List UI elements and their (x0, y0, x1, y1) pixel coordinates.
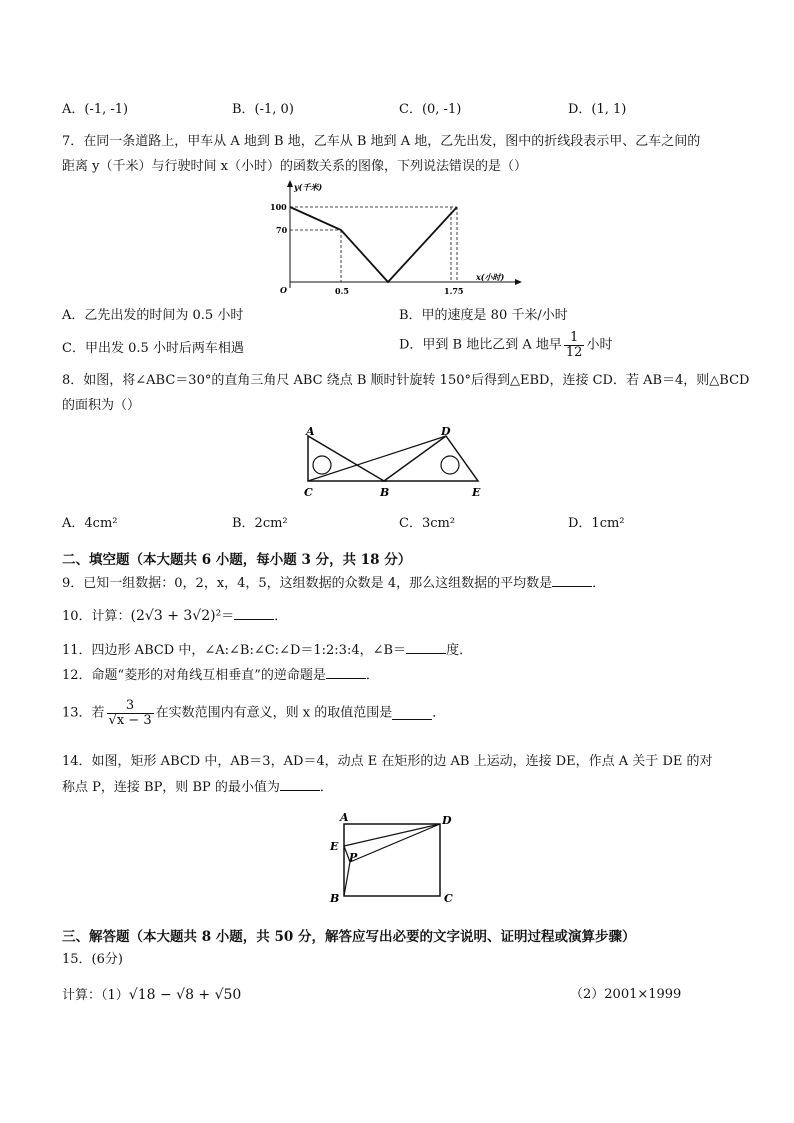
q12 (62, 666, 379, 685)
q14-label-b: B (330, 892, 340, 905)
q7-graph-xlabel: x(小时) (476, 272, 505, 282)
q7-graph-y100: 100 (270, 202, 287, 212)
q9-text: 9．已知一组数据：0，2，x，4，5，这组数据的众数是 4，那么这组数据的平均数是 (62, 576, 553, 591)
q14-label-p: P (349, 851, 358, 864)
q6-option-b: B．(-1, 0) (232, 102, 294, 117)
q10-expression: (2√3 + 3√2)² (130, 608, 222, 624)
q6-option-a: A．(-1, -1) (62, 102, 129, 117)
q14-stem-line2 (62, 778, 333, 797)
q7-graph-y70: 70 (276, 225, 288, 235)
section-3-title: 三、解答题（本大题共 8 小题，共 50 分，解答应写出必要的文字说明、证明过程或演算步骤） (62, 929, 636, 945)
q15-part2: （2）2001×1999 (570, 987, 682, 1002)
fraction-numerator: 3 (107, 699, 154, 714)
section-2-title: 二、填空题（本大题共 6 小题，每小题 3 分，共 18 分） (62, 552, 412, 568)
q11-end: 度． (446, 643, 473, 658)
q14-label-a: A (340, 811, 349, 824)
q7-option-a: A．乙先出发的时间为 0.5 小时 (62, 308, 244, 323)
q14-label-c: C (444, 892, 453, 905)
q7-option-d-fraction (564, 331, 585, 360)
q8-option-b: B．2cm² (232, 516, 288, 531)
q14-label-e: E (330, 840, 339, 853)
fraction-numerator: 1 (564, 331, 585, 346)
q7-option-d (399, 331, 612, 360)
q6-option-d: D．(1, 1) (568, 102, 627, 117)
q14-answer-blank (280, 778, 320, 791)
q9 (62, 574, 605, 593)
q7-stem-line2: 距离 y（千米）与行驶时间 x（小时）的函数关系的图像，下列说法错误的是（） (62, 159, 527, 174)
q15-prefix: 计算：（1） (62, 988, 129, 1003)
q7-graph-x175: 1.75 (444, 286, 464, 296)
q13-fraction (107, 699, 154, 728)
q6-option-c: C．(0, -1) (399, 102, 462, 117)
q13 (62, 699, 445, 728)
q10-prefix: 10．计算： (62, 609, 131, 624)
q13-end: ． (432, 705, 446, 721)
q8-figure (298, 424, 498, 500)
q10 (62, 607, 287, 626)
q14-end: ． (319, 780, 333, 795)
q15-part1 (62, 986, 241, 1005)
q9-end: ． (592, 576, 606, 591)
q11-text: 11．四边形 ABCD 中，∠A:∠B:∠C:∠D＝1:2:3:4，∠B＝ (62, 643, 407, 658)
q7-option-d-unit: 小时 (586, 337, 613, 353)
q7-graph-ylabel: y(千米) (294, 182, 323, 192)
q11 (62, 641, 472, 660)
q15-expression: √18 − √8 + √50 (128, 987, 242, 1003)
q12-text: 12．命题“菱形的对角线互相垂直”的逆命题是 (62, 668, 326, 683)
q8-label-b: B (380, 486, 390, 499)
q14-label-d: D (442, 814, 452, 827)
q8-stem-line2: 的面积为（） (62, 398, 141, 413)
fraction-denominator: √x − 3 (108, 713, 152, 728)
q15-heading: 15．(6分) (62, 952, 123, 967)
q7-graph-x05: 0.5 (335, 286, 349, 296)
q10-answer-blank (234, 607, 274, 620)
q10-equals: ＝ (221, 609, 235, 624)
q8-option-a: A．4cm² (62, 516, 118, 531)
q8-option-c: C．3cm² (399, 516, 456, 531)
q12-answer-blank (326, 666, 366, 679)
q8-label-d: D (441, 425, 451, 438)
q7-graph-origin: O (280, 285, 287, 295)
q7-stem-line1: 7．在同一条道路上，甲车从 A 地到 B 地，乙车从 B 地到 A 地，乙先出发，图中的折线段表示甲、乙车之间的 (62, 134, 701, 149)
q14-stem-line1: 14．如图，矩形 ABCD 中，AB＝3，AD＝4，动点 E 在矩形的边 AB 上运动，连接 DE，作点 A 关于 DE 的对 (62, 754, 713, 769)
fraction-denominator: 12 (565, 345, 583, 360)
q11-answer-blank (406, 641, 446, 654)
q12-end: ． (365, 668, 379, 683)
q14-text: 称点 P，连接 BP，则 BP 的最小值为 (62, 780, 280, 795)
q10-end: ． (274, 609, 288, 624)
q13-answer-blank (392, 707, 432, 720)
q8-label-e: E (472, 486, 481, 499)
q8-option-d: D．1cm² (568, 516, 625, 531)
q13-text: 在实数范围内有意义，则 x 的取值范围是 (155, 705, 393, 721)
q8-stem-line1: 8．如图，将∠ABC＝30°的直角三角尺 ABC 绕点 B 顺时针旋转 150°后得到△EBD，连接 CD．若 AB＝4，则△BCD (62, 373, 750, 388)
q13-prefix: 13．若 (62, 705, 105, 721)
q8-label-c: C (304, 486, 313, 499)
q7-option-c: C．甲出发 0.5 小时后两车相遇 (62, 341, 244, 356)
q7-option-d-text: D．甲到 B 地比乙到 A 地早 (399, 337, 562, 353)
q8-label-a: A (306, 425, 315, 438)
q14-figure (326, 810, 460, 906)
q7-graph (268, 180, 523, 298)
q7-option-b: B．甲的速度是 80 千米/小时 (399, 308, 568, 323)
q9-answer-blank (552, 574, 592, 587)
